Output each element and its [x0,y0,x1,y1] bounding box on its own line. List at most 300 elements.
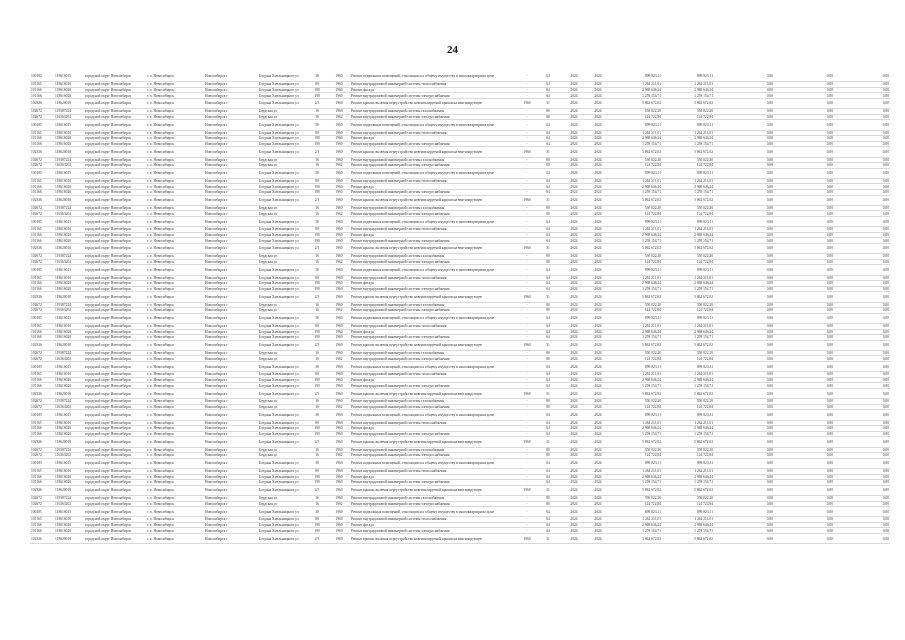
cell-cost2: 899 823,11 [696,461,713,466]
cell-house: 38 [315,122,319,127]
cell-house: 16 [315,399,319,404]
cell-district: Новосибирск г [205,74,228,79]
cell-dash: - [526,82,528,87]
table-body [30,72,890,544]
cell-settlement: г. о. Новосибирск [147,302,174,307]
cell-vol: 64 [546,517,550,522]
cell-a: 0,00 [766,480,773,485]
cell-b: 0,00 [826,356,833,361]
cell-oktmo: 118616010 [55,372,72,377]
cell-cost2: 1 259 154,71 [694,238,713,243]
cell-oktmo: 118620018 [55,536,72,541]
cell-street: Бердская ул [259,211,278,216]
cell-b: 0,00 [826,198,833,203]
cell-house: 16 [315,259,319,264]
cell-area: городской округ Новосибирск [85,509,132,514]
cell-cost: 1 259 154,71 [642,286,661,291]
table-row [30,168,890,178]
cell-oktmo: 118620018 [55,294,72,299]
cell-district: Новосибирск г [205,501,228,506]
cell-c: 0,00 [882,316,889,321]
cell-dash: - [526,405,528,409]
cell-c: 0,00 [882,211,889,216]
cell-id: 101166 [31,474,42,479]
cell-vol: 80 [546,501,550,506]
cell-work: Ремонт внутридомовой инженерной системы электроснабжения [351,211,450,216]
cell-id: 101166 [31,528,42,533]
cell-id: 101165 [31,420,42,425]
cell-vol: 64 [546,378,550,383]
cell-district: Новосибирск г [205,378,228,383]
cell-cost: 1 262 211,01 [642,469,661,474]
cell-c: 0,00 [882,335,889,340]
cell-street: Богдана Хмельницкого ул [259,141,299,146]
cell-id: 102672 [31,501,42,506]
cell-work: Ремонт крыши, включая переустройство невентилируемой крыши на вентилируемую [351,101,483,106]
cell-cost2: 2 968 646,24 [694,378,713,383]
cell-street: Богдана Хмельницкого ул [259,488,299,493]
cell-oktmo: 116363202 [55,405,72,409]
cell-district: Новосибирск г [205,364,228,369]
cell-oktmo: 119387224 [55,447,72,452]
cell-cost2: 5 862 672,02 [694,149,713,154]
cell-settlement: г. о. Новосибирск [147,480,174,485]
cell-area: городской округ Новосибирск [85,469,132,474]
cell-street: Богдана Хмельницкого ул [259,536,299,541]
cell-settlement: г. о. Новосибирск [147,87,174,92]
cell-work: Ремонт внутридомовой инженерной системы газоснабжения [351,399,445,404]
cell-oktmo: 118616015 [55,74,72,79]
cell-street: Богдана Хмельницкого ул [259,238,299,243]
cell-cost: 1 262 211,01 [642,130,661,135]
cell-area: городской округ Новосибирск [85,431,132,436]
cell-id: 101165 [31,324,42,329]
cell-settlement: г. о. Новосибирск [147,294,174,299]
cell-y2: 2024 [594,198,602,203]
cell-oktmo: 118616015 [55,461,72,466]
cell-oktmo: 118616020 [55,190,72,195]
cell-cost: 124 722,84 [644,405,661,409]
cell-y2: 2024 [594,122,602,127]
cell-id: 102672 [31,206,42,211]
cell-y1: 2024 [570,536,578,541]
cell-cost: 1 262 211,01 [642,275,661,280]
cell-oktmo: 118616020 [55,474,72,479]
cell-id: 102672 [31,351,42,356]
cell-dash: - [526,372,528,377]
cell-work: Ремонт подвальных помещений, относящихся к общему имуществу в многоквартирном доме [351,171,495,176]
cell-y1: 2024 [570,372,578,377]
cell-cost: 1 259 154,71 [642,335,661,340]
cell-area: городской округ Новосибирск [85,426,132,431]
table-row [30,292,890,302]
cell-cost: 899 823,11 [644,316,661,321]
cell-cost: 1 259 154,71 [642,431,661,436]
cell-cost2: 1 262 211,01 [694,275,713,280]
cell-dash: - [526,74,528,79]
cell-y2: 2024 [594,109,602,114]
cell-year: 1960 [335,378,343,383]
cell-area: городской округ Новосибирск [85,294,132,299]
cell-settlement: г. о. Новосибирск [147,316,174,321]
cell-street: Богдана Хмельницкого ул [259,378,299,383]
cell-area: городской округ Новосибирск [85,82,132,87]
cell-street: Бердская ул [259,163,278,168]
cell-y2: 2024 [594,211,602,216]
cell-a: 0,00 [766,114,773,119]
cell-a: 0,00 [766,420,773,425]
cell-y2: 2024 [594,426,602,431]
cell-work: Ремонт фасада [351,281,374,286]
cell-y2: 2024 [594,136,602,141]
cell-y1: 2024 [570,302,578,307]
cell-cost2: 124 722,84 [696,114,713,119]
cell-oktmo: 118616020 [55,286,72,291]
cell-c: 0,00 [882,439,889,444]
cell-area: городской округ Новосибирск [85,254,132,259]
cell-street: Богдана Хмельницкого ул [259,439,299,444]
cell-settlement: г. о. Новосибирск [147,536,174,541]
cell-area: городской округ Новосибирск [85,480,132,485]
cell-district: Новосибирск г [205,343,228,348]
cell-y2: 2024 [594,157,602,162]
cell-house: 16 [315,211,319,216]
cell-year: 1960 [335,383,343,388]
cell-y1: 2024 [570,378,578,383]
cell-oktmo: 118616010 [55,82,72,87]
cell-work: Ремонт крыши, включая переустройство невентилируемой крыши на вентилируемую [351,488,483,493]
cell-year: 1962 [335,259,343,264]
cell-vol: 64 [546,190,550,195]
cell-y1: 2024 [570,114,578,119]
cell-house: 16 [315,157,319,162]
cell-cost2: 550 022,20 [696,157,713,162]
cell-dash: 1960 [523,391,531,396]
cell-c: 0,00 [882,130,889,135]
cell-dash: - [526,206,528,211]
cell-district: Новосибирск г [205,447,228,452]
register-table-wrap [30,72,890,544]
cell-district: Новосибирск г [205,480,228,485]
cell-y1: 2024 [570,246,578,251]
cell-settlement: г. о. Новосибирск [147,405,174,409]
cell-area: городской округ Новосибирск [85,198,132,203]
cell-work: Ремонт подвальных помещений, относящихся к общему имуществу в многоквартирном доме [351,219,495,224]
cell-cost: 124 722,84 [644,308,661,313]
cell-y2: 2024 [594,528,602,533]
cell-dash: 1960 [523,488,531,493]
cell-a: 0,00 [766,233,773,237]
cell-house: 16 [315,453,319,458]
cell-cost2: 899 823,11 [696,267,713,272]
cell-settlement: г. о. Новосибирск [147,343,174,348]
cell-cost: 2 968 646,24 [642,281,661,286]
cell-c: 0,00 [882,275,889,280]
cell-street: Богдана Хмельницкого ул [259,130,299,135]
cell-district: Новосибирск г [205,254,228,259]
cell-b: 0,00 [826,246,833,251]
cell-dash: - [526,87,528,92]
cell-y1: 2024 [570,431,578,436]
cell-street: Бердская ул [259,501,278,506]
cell-work: Ремонт крыши, включая переустройство невентилируемой крыши на вентилируемую [351,439,483,444]
cell-dash: - [526,219,528,224]
cell-y2: 2024 [594,101,602,106]
cell-work: Ремонт внутридомовой инженерной системы электроснабжения [351,308,450,313]
cell-id: 100185 [31,461,42,466]
cell-work: Ремонт внутридомовой инженерной системы электроснабжения [351,480,450,485]
cell-oktmo: 118616020 [55,523,72,528]
cell-y1: 2024 [570,469,578,474]
cell-cost: 5 862 672,02 [642,198,661,203]
cell-oktmo: 118616010 [55,469,72,474]
cell-district: Новосибирск г [205,383,228,388]
cell-street: Богдана Хмельницкого ул [259,101,299,106]
cell-cost2: 124 722,84 [696,453,713,458]
cell-y2: 2024 [594,238,602,243]
cell-cost: 899 823,11 [644,74,661,79]
cell-year: 1960 [335,82,343,87]
cell-house: 2/3 [314,439,320,444]
cell-work: Ремонт крыши, включая переустройство невентилируемой крыши на вентилируемую [351,343,483,348]
cell-b: 0,00 [826,82,833,87]
cell-settlement: г. о. Новосибирск [147,281,174,286]
cell-cost2: 1 262 211,01 [694,179,713,184]
cell-y2: 2024 [594,93,602,98]
cell-street: Богдана Хмельницкого ул [259,281,299,286]
cell-cost2: 5 862 672,02 [694,343,713,348]
cell-cost: 124 722,84 [644,211,661,216]
cell-area: городской округ Новосибирск [85,488,132,493]
cell-settlement: г. о. Новосибирск [147,136,174,141]
cell-vol: 64 [546,233,550,237]
cell-c: 0,00 [882,528,889,533]
cell-street: Богдана Хмельницкого ул [259,136,299,141]
cell-area: городской округ Новосибирск [85,439,132,444]
cell-c: 0,00 [882,157,889,162]
cell-vol: 64 [546,136,550,141]
cell-year: 1960 [335,149,343,154]
table-row [30,98,890,108]
cell-dash: - [526,528,528,533]
cell-street: Богдана Хмельницкого ул [259,233,299,237]
cell-work: Ремонт внутридомовой инженерной системы теплоснабжения [351,324,447,329]
cell-y2: 2024 [594,412,602,417]
cell-id: 102526 [31,343,42,348]
cell-id: 102672 [31,447,42,452]
cell-house: 190 [314,93,320,98]
cell-y2: 2024 [594,294,602,299]
cell-area: городской округ Новосибирск [85,496,132,501]
cell-district: Новосибирск г [205,286,228,291]
cell-y1: 2024 [570,141,578,146]
cell-y2: 2024 [594,206,602,211]
cell-a: 0,00 [766,259,773,264]
cell-y1: 2024 [570,351,578,356]
cell-oktmo: 119387224 [55,157,72,162]
cell-oktmo: 118616020 [55,431,72,436]
cell-district: Новосибирск г [205,190,228,195]
cell-y1: 2024 [570,136,578,141]
cell-area: городской округ Новосибирск [85,275,132,280]
cell-work: Ремонт подвальных помещений, относящихся к общему имуществу в многоквартирном доме [351,122,495,127]
cell-a: 0,00 [766,439,773,444]
cell-id: 101166 [31,238,42,243]
cell-settlement: г. о. Новосибирск [147,114,174,119]
cell-house: 80 [315,469,319,474]
cell-street: Бердская ул [259,114,278,119]
cell-settlement: г. о. Новосибирск [147,474,174,479]
cell-year: 1960 [335,141,343,146]
cell-oktmo: 118616015 [55,219,72,224]
cell-settlement: г. о. Новосибирск [147,179,174,184]
cell-year: 1960 [335,488,343,493]
cell-cost2: 5 862 672,02 [694,198,713,203]
cell-id: 102526 [31,294,42,299]
cell-cost: 1 262 211,01 [642,179,661,184]
cell-y2: 2024 [594,383,602,388]
cell-area: городской округ Новосибирск [85,461,132,466]
cell-c: 0,00 [882,149,889,154]
cell-work: Ремонт крыши, включая переустройство невентилируемой крыши на вентилируемую [351,536,483,541]
cell-cost2: 1 259 154,71 [694,286,713,291]
table-row [30,534,890,544]
cell-settlement: г. о. Новосибирск [147,391,174,396]
cell-c: 0,00 [882,488,889,493]
cell-settlement: г. о. Новосибирск [147,324,174,329]
cell-area: городской округ Новосибирск [85,383,132,388]
cell-street: Бердская ул [259,351,278,356]
cell-dash: - [526,383,528,388]
cell-year: 1960 [335,399,343,404]
cell-work: Ремонт внутридомовой инженерной системы электроснабжения [351,501,450,506]
cell-cost: 124 722,84 [644,163,661,168]
cell-house: 190 [314,523,320,528]
cell-district: Новосибирск г [205,302,228,307]
cell-settlement: г. о. Новосибирск [147,219,174,224]
cell-work: Ремонт внутридомовой инженерной системы электроснабжения [351,238,450,243]
cell-c: 0,00 [882,259,889,264]
cell-y2: 2024 [594,439,602,444]
cell-id: 100185 [31,74,42,79]
cell-work: Ремонт фасада [351,136,374,141]
cell-b: 0,00 [826,469,833,474]
cell-house: 38 [315,74,319,79]
table-row [30,485,890,495]
cell-cost2: 5 862 672,02 [694,101,713,106]
cell-b: 0,00 [826,286,833,291]
cell-cost2: 899 823,11 [696,74,713,79]
cell-c: 0,00 [882,329,889,334]
cell-year: 1960 [335,509,343,514]
cell-area: городской округ Новосибирск [85,474,132,479]
cell-y2: 2024 [594,227,602,232]
cell-house: 80 [315,130,319,135]
cell-y1: 2024 [570,238,578,243]
cell-oktmo: 119387224 [55,109,72,114]
cell-b: 0,00 [826,447,833,452]
cell-district: Новосибирск г [205,163,228,168]
cell-settlement: г. о. Новосибирск [147,335,174,340]
cell-vol: 64 [546,219,550,224]
cell-b: 0,00 [826,324,833,329]
cell-y1: 2024 [570,163,578,168]
cell-street: Бердская ул [259,254,278,259]
cell-a: 0,00 [766,219,773,224]
cell-street: Богдана Хмельницкого ул [259,122,299,127]
cell-c: 0,00 [882,74,889,79]
cell-a: 0,00 [766,211,773,216]
cell-y1: 2024 [570,447,578,452]
cell-area: городской округ Новосибирск [85,517,132,522]
cell-cost: 550 022,20 [644,109,661,114]
cell-vol: 64 [546,87,550,92]
cell-area: городской округ Новосибирск [85,405,132,409]
cell-vol: 64 [546,469,550,474]
cell-year: 1960 [335,74,343,79]
cell-y2: 2024 [594,87,602,92]
cell-cost2: 2 968 646,24 [694,184,713,189]
cell-cost: 5 862 672,02 [642,536,661,541]
cell-dash: - [526,501,528,506]
cell-cost: 1 262 211,01 [642,324,661,329]
cell-street: Богдана Хмельницкого ул [259,219,299,224]
cell-cost2: 1 262 211,01 [694,420,713,425]
cell-y1: 2024 [570,405,578,409]
cell-year: 1962 [335,308,343,313]
cell-c: 0,00 [882,93,889,98]
cell-area: городской округ Новосибирск [85,364,132,369]
cell-a: 0,00 [766,93,773,98]
cell-district: Новосибирск г [205,219,228,224]
cell-oktmo: 116363202 [55,356,72,361]
cell-vol: 80 [546,496,550,501]
cell-dash: - [526,474,528,479]
cell-oktmo: 118620018 [55,101,72,106]
cell-id: 101166 [31,335,42,340]
cell-year: 1960 [335,227,343,232]
cell-year: 1960 [335,87,343,92]
cell-y1: 2024 [570,286,578,291]
cell-house: 16 [315,351,319,356]
cell-house: 190 [314,286,320,291]
cell-oktmo: 116363202 [55,308,72,313]
cell-street: Богдана Хмельницкого ул [259,412,299,417]
cell-district: Новосибирск г [205,351,228,356]
cell-area: городской округ Новосибирск [85,281,132,286]
cell-vol: 64 [546,523,550,528]
cell-district: Новосибирск г [205,412,228,417]
cell-id: 102672 [31,114,42,119]
cell-a: 0,00 [766,474,773,479]
cell-a: 0,00 [766,275,773,280]
cell-y2: 2024 [594,356,602,361]
cell-id: 100185 [31,171,42,176]
cell-c: 0,00 [882,536,889,541]
cell-y2: 2024 [594,275,602,280]
cell-y1: 2024 [570,439,578,444]
cell-oktmo: 118616020 [55,141,72,146]
cell-b: 0,00 [826,329,833,334]
cell-oktmo: 118616015 [55,412,72,417]
cell-b: 0,00 [826,136,833,141]
cell-a: 0,00 [766,383,773,388]
cell-street: Богдана Хмельницкого ул [259,294,299,299]
cell-dash: - [526,141,528,146]
cell-c: 0,00 [882,267,889,272]
cell-y2: 2024 [594,324,602,329]
cell-dash: - [526,431,528,436]
